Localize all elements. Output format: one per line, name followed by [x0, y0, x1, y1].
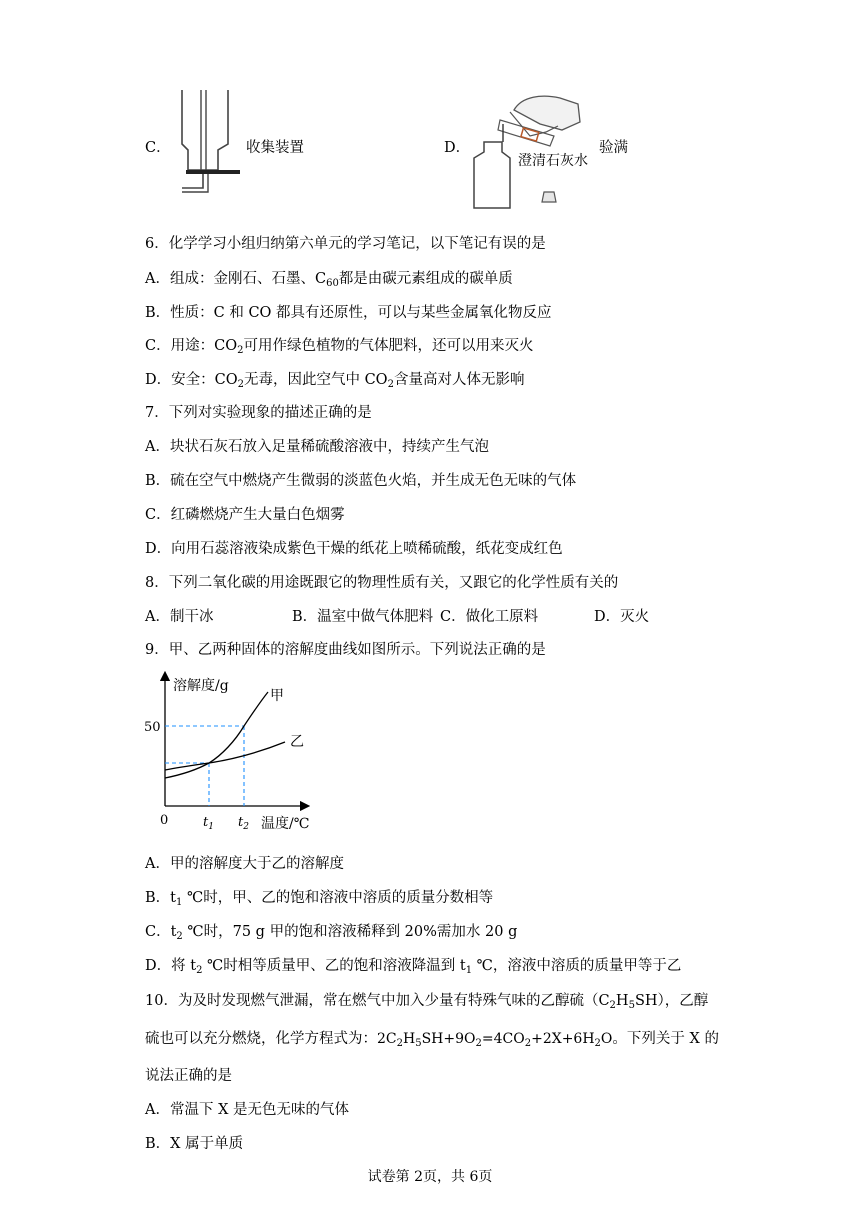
q10-stem-line1: 10．为及时发现燃气泄漏，常在燃气中加入少量有特殊气味的乙醇硫$(C_2H_5SH)$，乙醇: [145, 993, 709, 1011]
solubility-chart: [140, 668, 340, 840]
q7-option-d: D．向用石蕊溶液染成紫色干燥的纸花上喷稀硫酸，纸花变成红色: [145, 541, 563, 557]
collection-apparatus-figure: [172, 84, 252, 202]
series-yi-curve: [165, 742, 285, 770]
q8-option-d: D．灭火: [594, 609, 650, 625]
q8-option-c: C．做化工原料: [440, 609, 539, 625]
q6-option-b: B．性质：C 和 CO 都具有还原性，可以与某些金属氧化物反应: [145, 305, 552, 321]
x-axis-label: 温度/℃: [261, 816, 310, 832]
option-d-label: 验满: [599, 140, 628, 156]
q7-option-b: B．硫在空气中燃烧产生微弱的淡蓝色火焰，并生成无色无味的气体: [145, 473, 577, 489]
q6-stem: 6．化学学习小组归纳第六单元的学习笔记，以下笔记有误的是: [145, 236, 546, 252]
q10-option-a: A．常温下 X 是无色无味的气体: [145, 1102, 350, 1118]
q8-option-a: A．制干冰: [145, 609, 214, 625]
q8-option-b: B．温室中做气体肥料: [292, 609, 434, 625]
series-jia-curve: [165, 692, 268, 778]
q6-option-d: D．安全：$CO_2$无毒，因此空气中 $CO_2$含量高对人体无影响: [145, 372, 525, 390]
q7-option-a: A．块状石灰石放入足量稀硫酸溶液中，持续产生气泡: [145, 439, 489, 455]
q9-stem: 9．甲、乙两种固体的溶解度曲线如图所示。下列说法正确的是: [145, 642, 546, 658]
y-axis-label: 溶解度/g: [173, 678, 229, 694]
option-c-letter: C．: [145, 140, 171, 156]
q6-option-a: A．组成：金刚石、石墨、$C_{60}$都是由碳元素组成的碳单质: [145, 271, 513, 289]
q7-stem: 7．下列对实验现象的描述正确的是: [145, 405, 372, 421]
q10-option-b: B．X 属于单质: [145, 1136, 244, 1152]
x-tick-t2: $t_2$: [238, 815, 249, 832]
q9-option-d: D．将 $t_2$ ℃时相等质量甲、乙的饱和溶液降温到 $t_1$ ℃，溶液中溶质的质量甲等于乙: [145, 958, 682, 976]
x-tick-t1: $t_1$: [203, 815, 214, 832]
page-footer: 试卷第 2页，共 6页: [367, 1169, 493, 1185]
q10-stem-line3: 说法正确的是: [145, 1068, 232, 1084]
q8-stem: 8．下列二氧化碳的用途既跟它的物理性质有关，又跟它的化学性质有关的: [145, 575, 619, 591]
q9-option-b: B．$t_1$ ℃时，甲、乙的饱和溶液中溶质的质量分数相等: [145, 890, 494, 908]
option-d-letter: D．: [444, 140, 471, 156]
limewater-label: 澄清石灰水: [518, 153, 588, 169]
series-yi-label: 乙: [290, 734, 304, 750]
q9-option-c: C．$t_2$ ℃时，75 g 甲的饱和溶液稀释到 20%需加水 20 g: [145, 924, 518, 942]
origin-label: 0: [160, 813, 169, 828]
q9-option-a: A．甲的溶解度大于乙的溶解度: [145, 856, 344, 872]
q7-option-c: C．红磷燃烧产生大量白色烟雾: [145, 507, 345, 523]
q10-stem-line2: 硫也可以充分燃烧，化学方程式为：$2C_2H_5SH+9O_2=4CO_2+2X+6H_2O$。下列关于 X 的: [145, 1031, 719, 1049]
q6-option-c: C．用途：$CO_2$可用作绿色植物的气体肥料，还可以用来灭火: [145, 338, 534, 356]
chemical-equation: $2C_2H_5SH+9O_2=4CO_2+2X+6H_2O$: [377, 1031, 613, 1049]
series-jia-label: 甲: [270, 688, 284, 704]
y-tick-50: 50: [144, 720, 161, 735]
option-c-label: 收集装置: [246, 140, 304, 156]
